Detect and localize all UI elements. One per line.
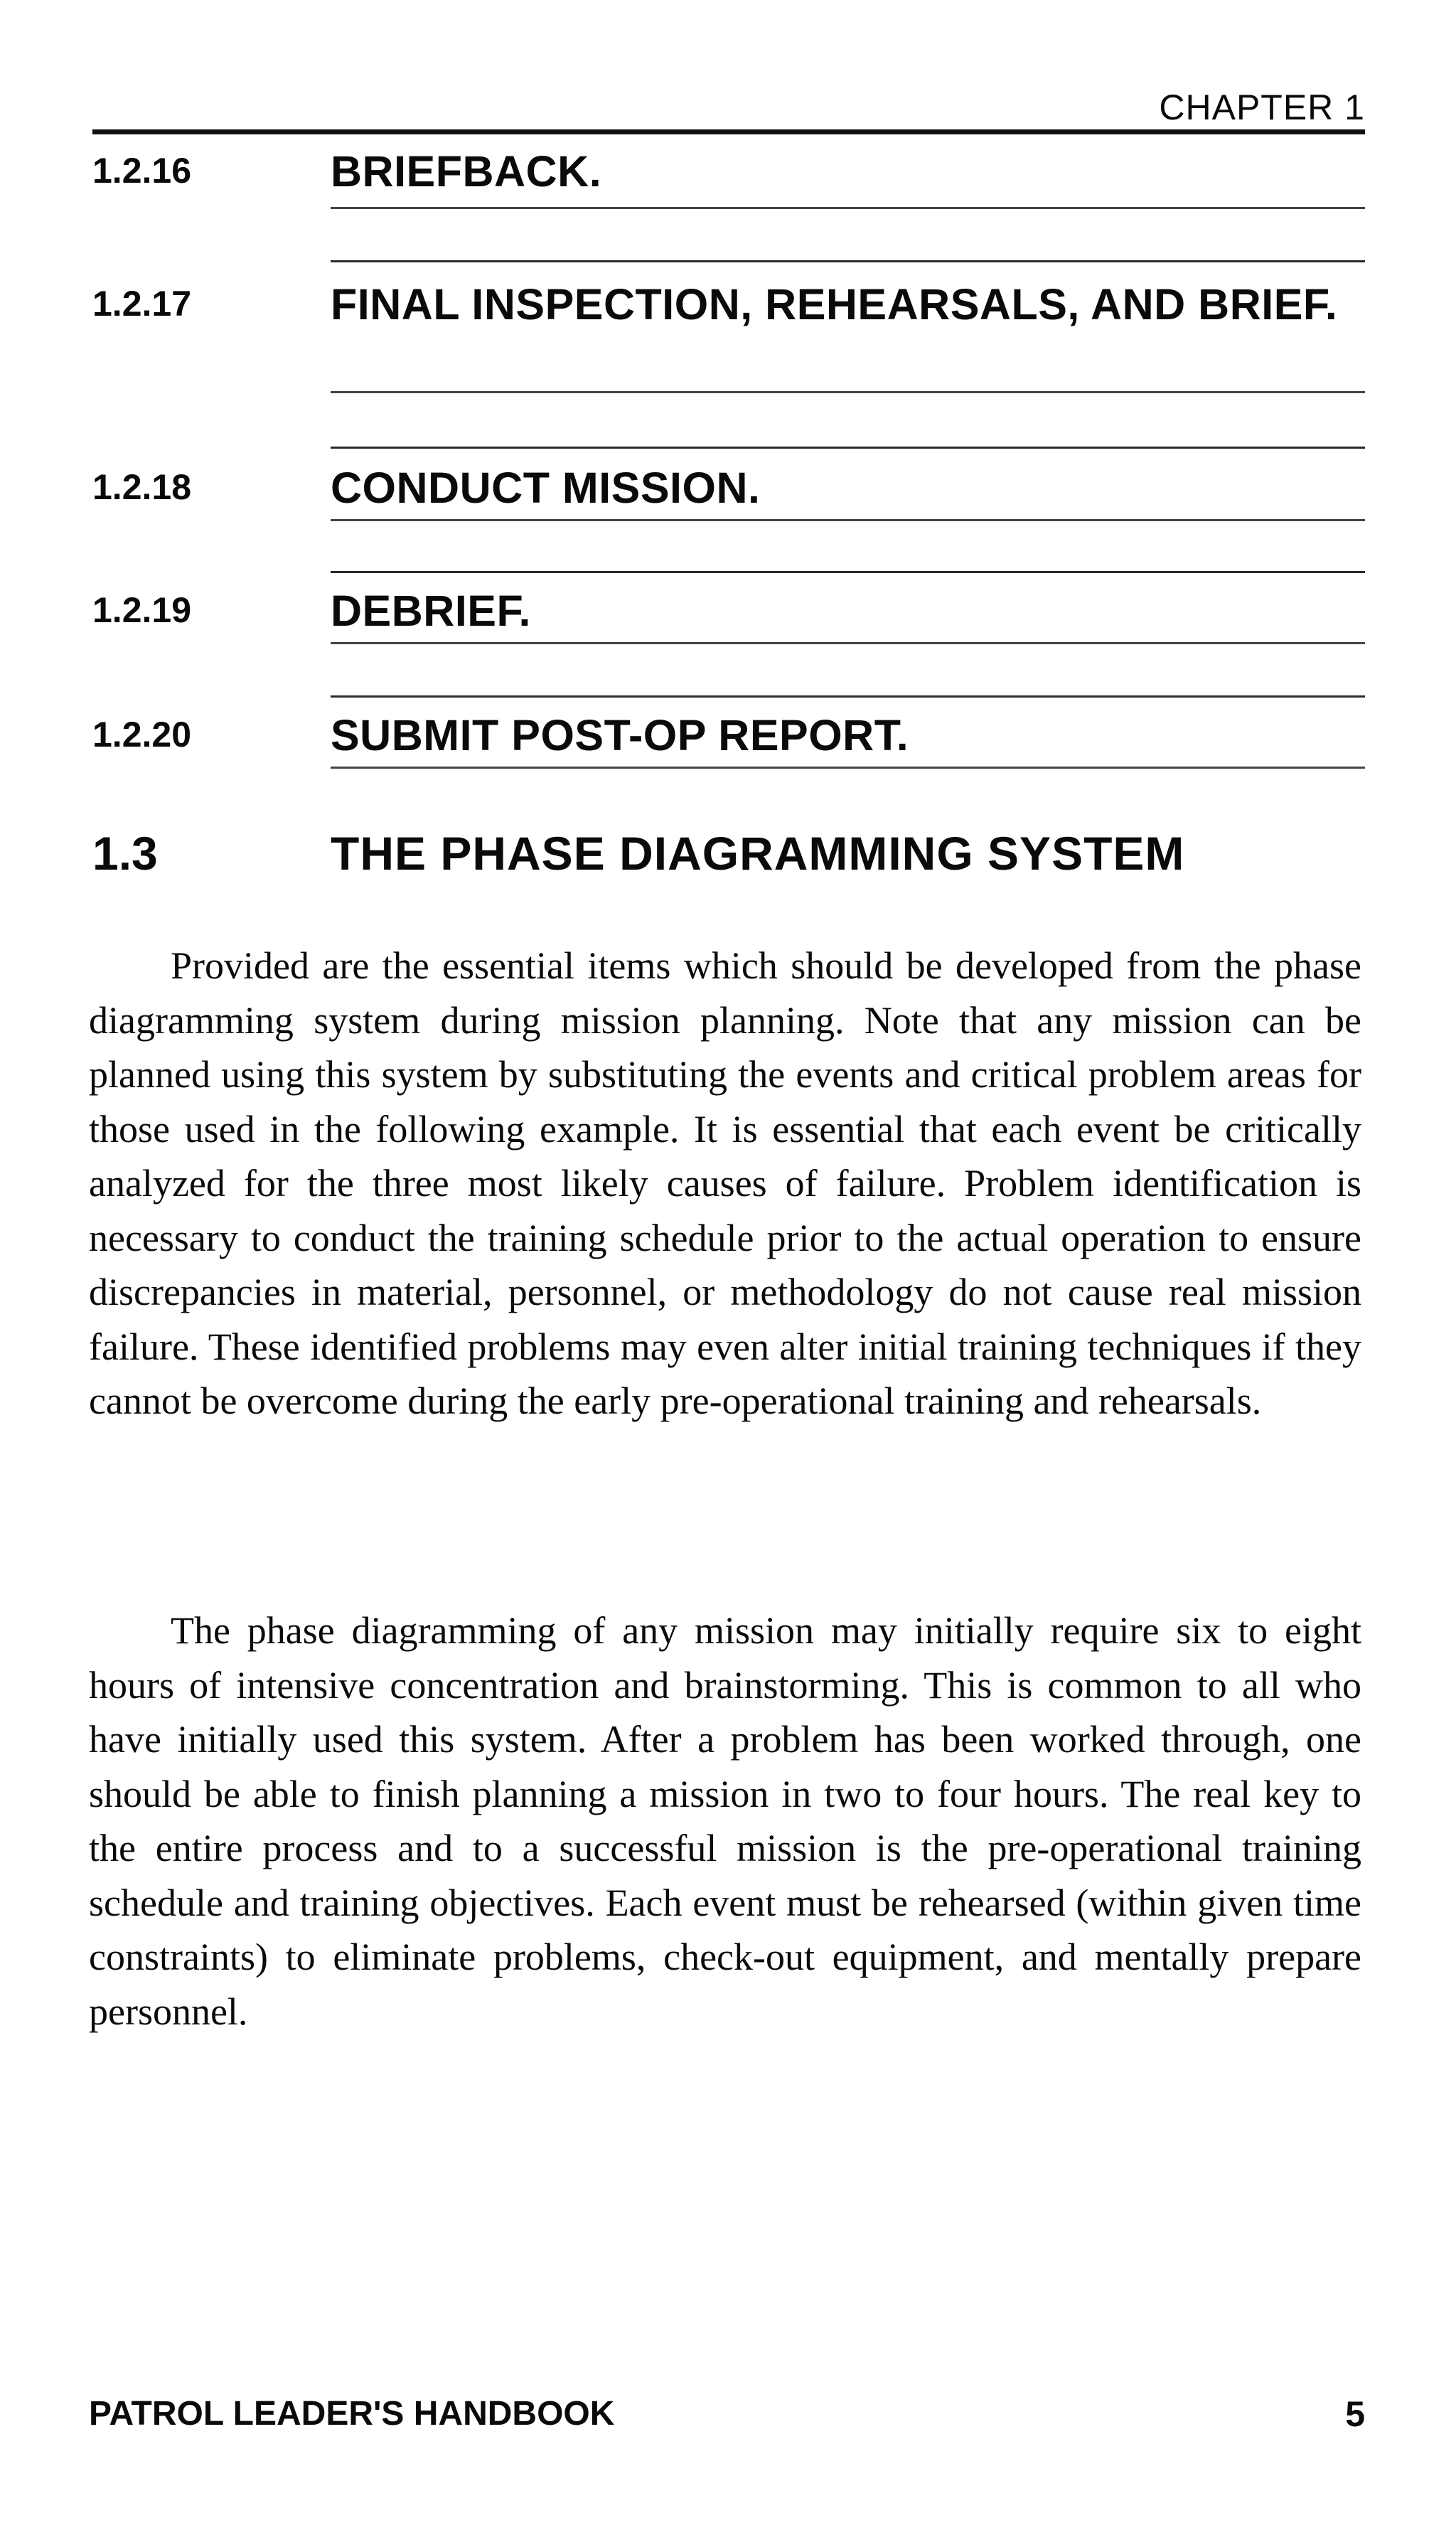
title-overline (331, 571, 1365, 573)
header-rule (92, 129, 1365, 134)
entry-submit-report (92, 697, 1365, 775)
title-underline (331, 767, 1365, 769)
entry-briefback (92, 146, 1365, 217)
entry-number: 1.2.17 (92, 284, 192, 324)
title-overline (331, 695, 1365, 698)
entry-title: BRIEFBACK. (331, 147, 602, 196)
title-overline (331, 260, 1365, 262)
entry-conduct-mission (92, 448, 1365, 526)
entry-number: 1.2.19 (92, 590, 192, 630)
running-header (92, 77, 1365, 134)
entry-title: SUBMIT POST-OP REPORT. (331, 711, 909, 759)
section-heading (92, 821, 1386, 892)
page-footer (89, 2389, 1365, 2439)
entry-title: FINAL INSPECTION, REHEARSALS, AND BRIEF. (331, 280, 1338, 329)
section-number: 1.3 (92, 827, 158, 880)
book-title: PATROL LEADER'S HANDBOOK (89, 2395, 615, 2433)
section-title: THE PHASE DIAGRAMMING SYSTEM (331, 827, 1185, 880)
title-underline (331, 207, 1365, 209)
entry-title: CONDUCT MISSION. (331, 464, 761, 512)
entry-final-inspection (92, 263, 1365, 405)
title-underline (331, 642, 1365, 644)
entry-number: 1.2.20 (92, 715, 192, 754)
chapter-label: CHAPTER 1 (1159, 87, 1365, 127)
title-underline (331, 391, 1365, 393)
entry-number: 1.2.18 (92, 467, 192, 507)
entry-title: DEBRIEF. (331, 587, 531, 635)
page-number: 5 (1345, 2394, 1365, 2434)
entry-debrief (92, 572, 1365, 651)
body-paragraph-2: The phase diagramming of any mission may initially require six to eight hours of intensive concentration and brainstorming. This is common to all who have initially used this system. After a problem has been worked through, one should be able to finish planning a mission in two to four hours. The real key to the entire process and to a successful mission is the pre-operational training schedule and training objectives. Each event must be rehearsed (within given time constraints) to eliminate problems, check-out equipment, and mentally prepare personnel. (89, 1609, 1361, 2033)
entry-number: 1.2.16 (92, 151, 192, 191)
title-overline (331, 447, 1365, 449)
title-underline (331, 519, 1365, 521)
body-paragraph-1: Provided are the essential items which should be developed from the phase diagramming system during mission planning. Note that any mission can be planned using this system by substituting the events and critical problem areas for those used in the following example. It is essential that each event be critically analyzed for the three most likely causes of failure. Problem identification is necessary to conduct the training schedule prior to the actual operation to ensure discrepancies in material, personnel, or methodology do not cause real mission failure. These identified problems may even alter initial training techniques if they cannot be overcome during the early pre-operational training and rehearsals. (89, 944, 1361, 1422)
